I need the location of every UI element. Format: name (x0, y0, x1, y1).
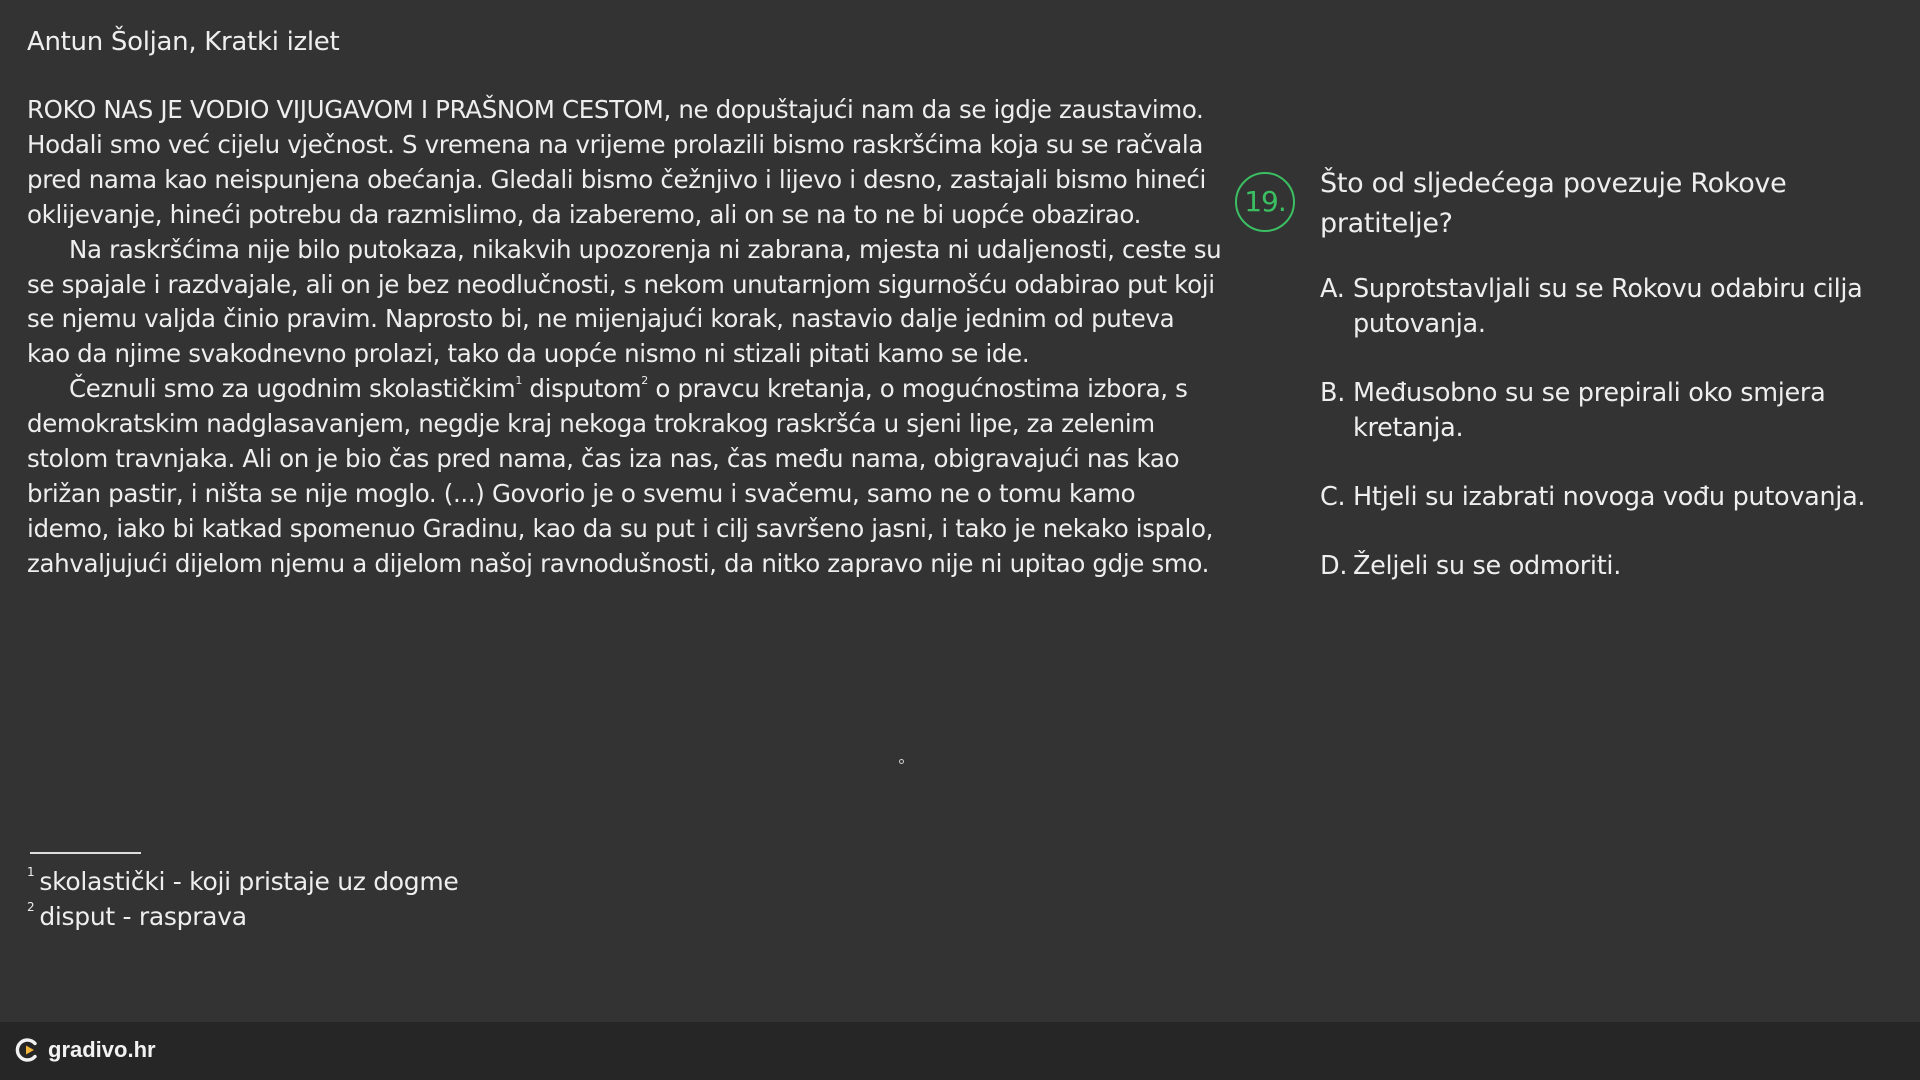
answer-option-d[interactable] (1320, 549, 1890, 584)
brand-link[interactable] (14, 1036, 156, 1064)
footnote-item (27, 899, 459, 934)
brand-name: gradivo.hr (48, 1037, 156, 1062)
footnote-ref-1: 1 (515, 374, 522, 388)
option-text: Željeli su se odmoriti. (1353, 551, 1622, 581)
answer-option-b[interactable] (1320, 376, 1890, 446)
passage-paragraph-3 (27, 372, 1222, 581)
footnote-item (27, 864, 459, 899)
option-letter: B. (1320, 378, 1345, 408)
passage-paragraph-3-part-2: disputom (521, 374, 642, 404)
option-letter: D. (1320, 551, 1348, 581)
mouse-cursor-dot (899, 759, 904, 764)
reading-passage (27, 93, 1222, 582)
answer-option-c[interactable] (1320, 480, 1890, 515)
gradivo-logo-icon (14, 1036, 42, 1064)
option-letter: A. (1320, 274, 1345, 304)
bottom-bar (0, 1022, 1920, 1080)
question-text: Što od sljedećega povezuje Rokove pratitelje? (1320, 168, 1787, 239)
passage-paragraph-3-part-3: o pravcu kretanja, o mogućnostima izbora, s demokratskim nadglasavanjem, negdje kraj nekoga trokrakog raskršća u sjeni lipe, za zelenim stolom travnjaka. Ali on je bio čas pred nama, čas iza nas, čas među nama, obigravajući nas kao brižan pastir, i ništa se nije moglo. (...) Govorio je o svemu i svačemu, samo ne o tomu kamo idemo, iako bi katkad spomenuo Gradinu, kao da su put i cilj savršeno jasni, i tako je nekako ispalo, zahvaljujući dijelom njemu a dijelom našoj ravnodušnosti, da nitko zapravo nije ni upitao gdje smo. (27, 374, 1214, 578)
passage-paragraph-2: Na raskršćima nije bilo putokaza, nikakvih upozorenja ni zabrana, mjesta ni udaljenosti, ceste su se spajale i razdvajale, ali on je bez neodlučnosti, s nekom unutarnjom sigurnošću odabirao put koji se njemu valjda činio pravim. Naprosto bi, ne mijenjajući korak, nastavio dalje jednim od puteva kao da njime svakodnevno prolazi, tako da uopće nismo ni stizali pitati kamo se ide. (27, 234, 1222, 369)
footnote-text: disput - rasprava (39, 902, 247, 931)
footnotes (27, 864, 459, 934)
footnote-number: 2 (27, 899, 35, 914)
footnote-number: 1 (27, 864, 35, 879)
passage-paragraph-1: ROKO NAS JE VODIO VIJUGAVOM I PRAŠNOM CESTOM, ne dopuštajući nam da se igdje zaustavimo. Hodali smo već cijelu vječnost. S vremena na vrijeme prolazili bismo raskršćima koja su se račvala pred nama kao neispunjena obećanja. Gledali bismo čežnjivo i lijevo i desno, zastajali bismo hineći oklijevanje, hineći potrebu da razmislimo, da izaberemo, ali on se na to ne bi uopće obazirao. (27, 95, 1206, 229)
question-number-badge: 19. (1235, 172, 1295, 232)
document-title: Antun Šoljan, Kratki izlet (27, 27, 340, 57)
passage-paragraph-3-part-1: Čeznuli smo za ugodnim skolastičkim (69, 374, 516, 404)
footnote-ref-2: 2 (641, 374, 648, 388)
option-text: Htjeli su izabrati novoga vođu putovanja. (1353, 482, 1866, 512)
option-letter: C. (1320, 482, 1346, 512)
option-text: Međusobno su se prepirali oko smjera kretanja. (1353, 378, 1826, 443)
option-text: Suprotstavljali su se Rokovu odabiru cilja putovanja. (1353, 274, 1863, 339)
footnote-text: skolastički - koji pristaje uz dogme (39, 867, 459, 896)
answer-option-a[interactable] (1320, 272, 1890, 342)
footnote-divider (30, 852, 141, 854)
